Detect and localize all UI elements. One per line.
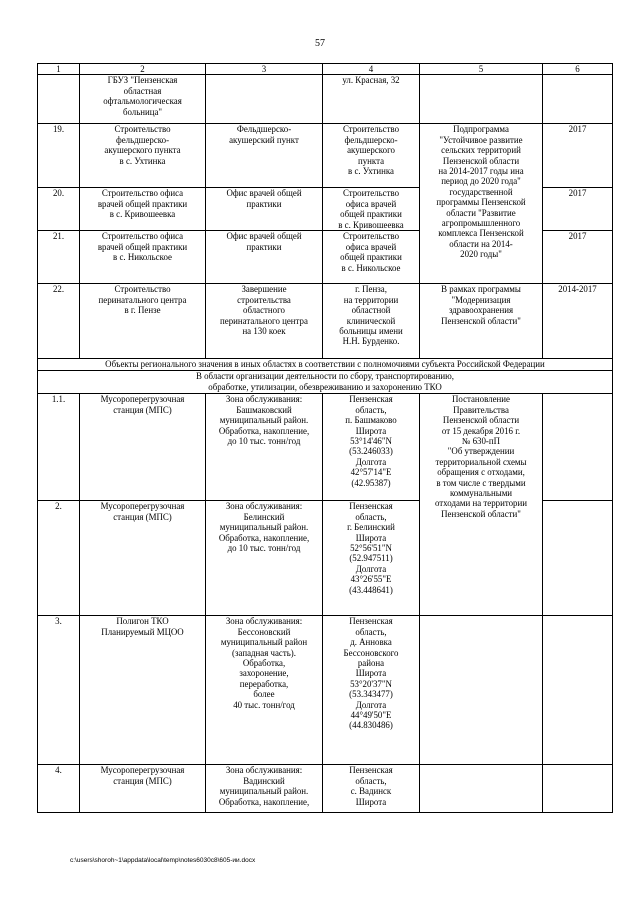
header-cell: 5: [420, 64, 543, 75]
table-cell: ул. Красная, 32: [323, 75, 420, 124]
table-cell: Фельдшерско- акушерский пункт: [206, 124, 323, 188]
table-cell: Мусороперегрузочная станция (МПС): [80, 394, 206, 501]
row-number: 22.: [38, 284, 80, 359]
table-cell: ГБУЗ "Пензенская областная офтальмологическая больница": [80, 75, 206, 124]
table-row: [38, 284, 613, 359]
row-number: 1.1.: [38, 394, 80, 501]
row-number: 4.: [38, 765, 80, 813]
table-cell: Пензенская область, д. Анновка Бессоновского района Широта 53°20'37"N (53.343477) Долгота 44°49'50"E (44.830486): [323, 616, 420, 765]
header-cell: 4: [323, 64, 420, 75]
row-number: 21.: [38, 231, 80, 284]
table-header-row: [38, 64, 613, 75]
table-cell: Полигон ТКО Планируемый МЦОО: [80, 616, 206, 765]
year-cell: 2017: [543, 231, 613, 284]
row-number: 3.: [38, 616, 80, 765]
table-cell: Мусороперегрузочная станция (МПС): [80, 501, 206, 616]
page-number: 57: [315, 38, 325, 49]
subsection-title: В области организации деятельности по сбору, транспортированию, обработке, утилизации, обезвреживанию и захоронению ТКО: [38, 371, 613, 394]
header-cell: 1: [38, 64, 80, 75]
program-cell: Подпрограмма "Устойчивое развитие сельских территорий Пензенской области на 2014-2017 годы ина период до 2020 года" государственной программы Пензенской области "Развитие агропромышленного комплекса Пензенской области на 2014- 2020 годы": [420, 124, 543, 284]
table-cell: Строительство офиса врачей общей практики в с. Никольское: [80, 231, 206, 284]
table-cell: [543, 501, 613, 616]
program-cell: В рамках программы "Модернизация здравоохранения Пензенской области": [420, 284, 543, 359]
header-cell: 6: [543, 64, 613, 75]
table-cell: Мусороперегрузочная станция (МПС): [80, 765, 206, 813]
table-cell: [38, 75, 80, 124]
table-cell: Пензенская область, г. Белинский Широта 52°56'51"N (52.947511) Долгота 43°26'55"E (43.448641): [323, 501, 420, 616]
year-cell: 2014-2017: [543, 284, 613, 359]
table-cell: Строительство офиса врачей общей практики в с. Кривошеевка: [80, 188, 206, 231]
table-cell: Строительство офиса врачей общей практики в с. Никольское: [323, 231, 420, 284]
table-cell: Строительство офиса врачей общей практики в с. Кривошеевка: [323, 188, 420, 231]
table-row: [38, 394, 613, 501]
table-cell: Зона обслуживания: Бессоновский муниципальный район (западная часть). Обработка, захоронение, переработка, более 40 тыс. тонн/год: [206, 616, 323, 765]
footer-file-path: c:\users\shoroh~1\appdata\local\temp\notes6030c8\605-ии.docx: [70, 857, 256, 864]
row-number: 19.: [38, 124, 80, 188]
table-cell: [543, 75, 613, 124]
table-cell: Зона обслуживания: Вадинский муниципальный район. Обработка, накопление,: [206, 765, 323, 813]
table-cell: [543, 765, 613, 813]
table-cell: [420, 765, 543, 813]
table-cell: [420, 75, 543, 124]
table-cell: [420, 616, 543, 765]
row-number: 20.: [38, 188, 80, 231]
resolution-cell: Постановление Правительства Пензенской области от 15 декабря 2016 г. № 630-пП "Об утверждении территориальной схемы обращения с отходами, в том числе с твердыми коммунальными отходами на территории Пензенской области": [420, 394, 543, 616]
table-row: [38, 765, 613, 813]
header-cell: 3: [206, 64, 323, 75]
year-cell: 2017: [543, 124, 613, 188]
table-cell: Строительство фельдшерско- акушерского пункта в с. Ухтинка: [323, 124, 420, 188]
table-cell: [543, 616, 613, 765]
year-cell: 2017: [543, 188, 613, 231]
table-cell: Офис врачей общей практики: [206, 231, 323, 284]
table-row: [38, 124, 613, 188]
table-cell: [206, 75, 323, 124]
table-cell: Пензенская область, п. Башмаково Широта 53°14'46"N (53.246033) Долгота 42°57'14"E (42.95387): [323, 394, 420, 501]
table-cell: Зона обслуживания: Башмаковский муниципальный район. Обработка, накопление, до 10 тыс. тонн/год: [206, 394, 323, 501]
header-cell: 2: [80, 64, 206, 75]
table-row: [38, 75, 613, 124]
table-cell: Строительство фельдшерско- акушерского пункта в с. Ухтинка: [80, 124, 206, 188]
table-cell: Пензенская область, с. Вадинск Широта: [323, 765, 420, 813]
subsection-title-row: [38, 371, 613, 394]
table-cell: Офис врачей общей практики: [206, 188, 323, 231]
section-title-row: [38, 359, 613, 371]
table-cell: [543, 394, 613, 501]
row-number: 2.: [38, 501, 80, 616]
document-table: [37, 63, 613, 813]
table-cell: Завершение строительства областного перинатального центра на 130 коек: [206, 284, 323, 359]
table-cell: Зона обслуживания: Белинский муниципальный район. Обработка, накопление, до 10 тыс. тонн/год: [206, 501, 323, 616]
table-cell: г. Пенза, на территории областной клинической больницы имени Н.Н. Бурденко.: [323, 284, 420, 359]
table-row: [38, 616, 613, 765]
table-cell: Строительство перинатального центра в г. Пензе: [80, 284, 206, 359]
section-title: Объекты регионального значения в иных областях в соответствии с полномочиями субъекта Российской Федерации: [38, 359, 613, 371]
